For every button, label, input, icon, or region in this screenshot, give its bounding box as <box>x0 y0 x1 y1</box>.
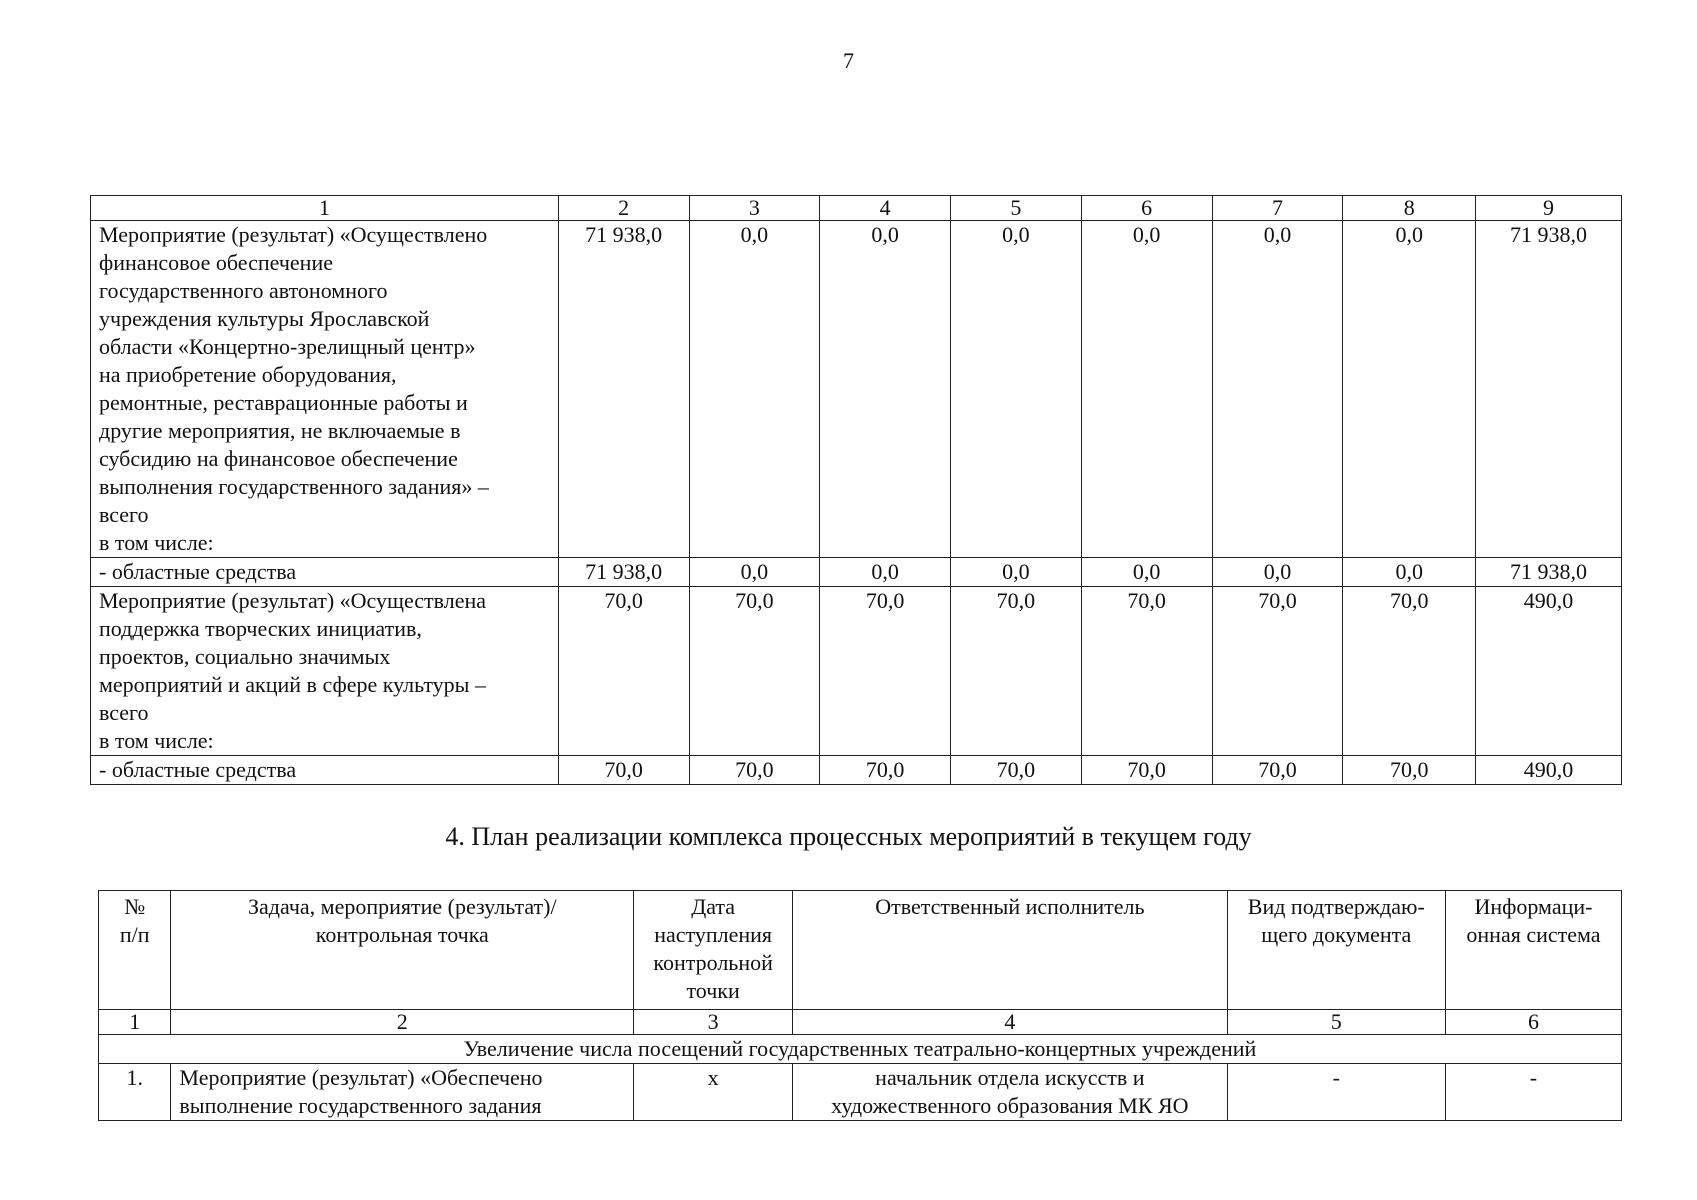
value-cell: 490,0 <box>1476 587 1622 756</box>
column-number: 3 <box>634 1010 793 1035</box>
value-cell: 0,0 <box>951 558 1082 587</box>
column-number: 7 <box>1212 196 1343 221</box>
cell-line: - областные средства <box>99 757 297 782</box>
column-number: 6 <box>1081 196 1212 221</box>
cell-line: Мероприятие (результат) «Осуществлена <box>99 588 487 613</box>
value-cell: 0,0 <box>1212 221 1343 558</box>
value-cell: 71 938,0 <box>558 558 689 587</box>
cell-line: наступления <box>654 922 773 947</box>
cell-line: Информаци- <box>1474 894 1593 919</box>
row-number: 1. <box>99 1064 171 1121</box>
column-header <box>1227 891 1445 1010</box>
cell-line: на приобретение оборудования, <box>99 362 397 387</box>
column-number: 5 <box>951 196 1082 221</box>
value-cell: 70,0 <box>820 587 951 756</box>
row-label <box>91 558 559 587</box>
value-cell: 70,0 <box>558 587 689 756</box>
column-number: 2 <box>171 1010 634 1035</box>
system-cell: - <box>1445 1064 1621 1121</box>
cell-line: п/п <box>119 922 150 947</box>
value-cell: 0,0 <box>1343 221 1476 558</box>
table-row <box>99 1064 1622 1121</box>
value-cell: 71 938,0 <box>1476 558 1622 587</box>
cell-line: щего документа <box>1261 922 1412 947</box>
column-header <box>793 891 1228 1010</box>
cell-line: учреждения культуры Ярославской <box>99 306 430 331</box>
column-number: 9 <box>1476 196 1622 221</box>
page-number: 7 <box>843 48 854 73</box>
cell-line: точки <box>686 978 740 1003</box>
column-number: 4 <box>820 196 951 221</box>
value-cell: 0,0 <box>689 221 820 558</box>
value-cell: 70,0 <box>558 756 689 785</box>
column-header <box>634 891 793 1010</box>
value-cell: 0,0 <box>820 558 951 587</box>
value-cell: 490,0 <box>1476 756 1622 785</box>
cell-line: онная система <box>1466 922 1601 947</box>
table-header-row <box>91 196 1622 221</box>
cell-line: контрольной <box>653 950 773 975</box>
value-cell: 71 938,0 <box>558 221 689 558</box>
column-number: 6 <box>1445 1010 1621 1035</box>
value-cell: 70,0 <box>1343 587 1476 756</box>
cell-line: другие мероприятия, не включаемые в <box>99 418 461 443</box>
row-label <box>91 756 559 785</box>
column-number: 4 <box>793 1010 1228 1035</box>
value-cell: 0,0 <box>820 221 951 558</box>
cell-line: всего <box>99 700 149 725</box>
value-cell: 0,0 <box>689 558 820 587</box>
cell-line: выполнение государственного задания <box>179 1093 542 1118</box>
column-header <box>99 891 171 1010</box>
column-header <box>1445 891 1621 1010</box>
cell-line: Мероприятие (результат) «Осуществлено <box>99 222 488 247</box>
row-label <box>91 221 559 558</box>
value-cell: 70,0 <box>1212 587 1343 756</box>
financing-table <box>90 195 1622 785</box>
value-cell: 70,0 <box>951 587 1082 756</box>
cell-line: Мероприятие (результат) «Обеспечено <box>179 1065 543 1090</box>
table-header-row <box>99 891 1622 1010</box>
cell-line: в том числе: <box>99 530 214 555</box>
cell-line: № <box>124 894 146 919</box>
table-row <box>91 587 1622 756</box>
cell-line: - областные средства <box>99 559 297 584</box>
section-title: 4. План реализации комплекса процессных мероприятий в текущем году <box>445 822 1252 851</box>
value-cell: 0,0 <box>1343 558 1476 587</box>
group-row <box>99 1035 1622 1064</box>
column-number: 1 <box>91 196 559 221</box>
value-cell: 0,0 <box>1081 558 1212 587</box>
column-number: 1 <box>99 1010 171 1035</box>
value-cell: 70,0 <box>1081 587 1212 756</box>
value-cell: 71 938,0 <box>1476 221 1622 558</box>
value-cell: 0,0 <box>951 221 1082 558</box>
cell-line: Ответственный исполнитель <box>875 894 1145 919</box>
row-label <box>91 587 559 756</box>
executor-cell <box>793 1064 1228 1121</box>
date-cell: х <box>634 1064 793 1121</box>
column-number: 2 <box>558 196 689 221</box>
document-cell: - <box>1227 1064 1445 1121</box>
cell-line: Задача, мероприятие (результат)/ <box>247 894 557 919</box>
column-number-row <box>99 1010 1622 1035</box>
table-row <box>91 221 1622 558</box>
column-header <box>171 891 634 1010</box>
process-plan-table <box>98 890 1622 1121</box>
value-cell: 70,0 <box>689 587 820 756</box>
cell-line: ремонтные, реставрационные работы и <box>99 390 468 415</box>
cell-line: контрольная точка <box>315 922 489 947</box>
value-cell: 0,0 <box>1212 558 1343 587</box>
cell-line: всего <box>99 502 149 527</box>
task-cell <box>171 1064 634 1121</box>
cell-line: мероприятий и акций в сфере культуры – <box>99 672 486 697</box>
cell-line: поддержка творческих инициатив, <box>99 616 422 641</box>
table-row <box>91 756 1622 785</box>
cell-line: Вид подтверждаю- <box>1247 894 1425 919</box>
cell-line: области «Концертно-зрелищный центр» <box>99 334 476 359</box>
group-title: Увеличение числа посещений государственных театрально-концертных учреждений <box>99 1035 1622 1064</box>
column-number: 8 <box>1343 196 1476 221</box>
table-row <box>91 558 1622 587</box>
cell-line: художественного образования МК ЯО <box>831 1093 1189 1118</box>
value-cell: 70,0 <box>1081 756 1212 785</box>
cell-line: Дата <box>691 894 736 919</box>
cell-line: государственного автономного <box>99 278 388 303</box>
cell-line: финансовое обеспечение <box>99 250 333 275</box>
cell-line: проектов, социально значимых <box>99 644 391 669</box>
cell-line: субсидию на финансовое обеспечение <box>99 446 458 471</box>
value-cell: 70,0 <box>1212 756 1343 785</box>
value-cell: 70,0 <box>689 756 820 785</box>
value-cell: 70,0 <box>820 756 951 785</box>
cell-line: начальник отдела искусств и <box>875 1065 1145 1090</box>
column-number: 3 <box>689 196 820 221</box>
value-cell: 70,0 <box>1343 756 1476 785</box>
cell-line: выполнения государственного задания» – <box>99 474 489 499</box>
cell-line: в том числе: <box>99 728 214 753</box>
column-number: 5 <box>1227 1010 1445 1035</box>
value-cell: 0,0 <box>1081 221 1212 558</box>
value-cell: 70,0 <box>951 756 1082 785</box>
